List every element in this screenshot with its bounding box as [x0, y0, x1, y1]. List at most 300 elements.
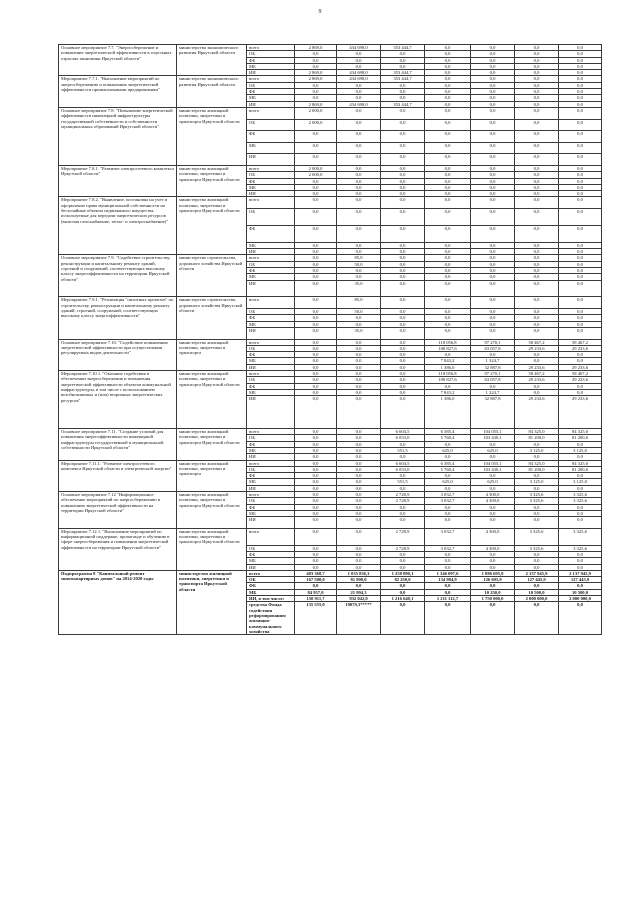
amount-cell: 0,0 [559, 517, 602, 529]
amount-cell: 0,0 [471, 191, 515, 197]
amount-cell: 0,0 [425, 154, 471, 166]
amount-cell: 0,0 [337, 504, 381, 510]
amount-cell: 7 843,2 [425, 358, 471, 364]
amount-cell: 21 994,3 [337, 589, 381, 595]
amount-cell: 551,5 [381, 447, 425, 453]
amount-cell: 0,0 [337, 498, 381, 504]
amount-cell: 0,0 [425, 454, 471, 460]
funding-source: МБ [247, 142, 295, 154]
amount-cell: 0,0 [471, 315, 515, 321]
amount-cell: 104 055,1 [471, 429, 515, 435]
amount-cell: 0,0 [471, 485, 515, 491]
amount-cell: 0,0 [337, 396, 381, 429]
amount-cell: 0,0 [337, 249, 381, 255]
amount-cell: 0,0 [559, 89, 602, 95]
measure-name: Мероприятие 7.8.1. "Развитие электросетевого комплекса Иркутской области" [59, 165, 177, 196]
amount-cell: 3 125,0 [515, 479, 559, 485]
amount-cell: 1 886 695,9 [471, 570, 515, 576]
amount-cell: 0,0 [471, 504, 515, 510]
amount-cell: 32 887,8 [471, 364, 515, 370]
amount-cell: 0,0 [381, 142, 425, 154]
amount-cell: 3 032,7 [425, 528, 471, 545]
measure-name: Мероприятие 7.12.1. "Выполнение мероприятий по информационной поддержке, пропаганде и обучению в сфере энергосбережения и повышения энергетической эффективности на территории Иркутской области" [59, 528, 177, 570]
amount-cell: 2 137 945,9 [515, 570, 559, 576]
amount-cell: 0,0 [559, 309, 602, 315]
amount-cell: 0,0 [295, 396, 337, 429]
amount-cell: 118 056,8 [425, 371, 471, 377]
funding-source: всего [247, 371, 295, 377]
executor: министерство жилищной политики, энергетики и транспорта Иркутской области [177, 491, 247, 528]
amount-cell: 0,0 [471, 225, 515, 242]
amount-cell: 0,0 [515, 383, 559, 389]
amount-cell: 0,0 [515, 57, 559, 63]
amount-cell: 0,0 [425, 197, 471, 209]
funding-source: ФБ [247, 315, 295, 321]
amount-cell: 0,0 [515, 321, 559, 327]
amount-cell: 0,0 [337, 528, 381, 545]
amount-cell: 0,0 [295, 498, 337, 504]
amount-cell: 0,0 [471, 119, 515, 131]
amount-cell: 0,0 [559, 558, 602, 564]
amount-cell: 0,0 [559, 473, 602, 479]
amount-cell: 104 055,1 [471, 460, 515, 466]
amount-cell: 3 325,6 [515, 498, 559, 504]
amount-cell: 0,0 [559, 267, 602, 273]
amount-cell: 0,0 [471, 551, 515, 557]
amount-cell: 0,0 [515, 225, 559, 242]
amount-cell: 1 035 836,3 [337, 570, 381, 576]
amount-cell: 58 467,2 [559, 371, 602, 377]
amount-cell: 1 324,7 [471, 358, 515, 364]
amount-cell: 0,0 [515, 142, 559, 154]
amount-cell: 0,0 [337, 197, 381, 209]
funding-source: всего [247, 570, 295, 576]
amount-cell: 0,0 [559, 327, 602, 339]
amount-cell: 0,0 [559, 564, 602, 570]
amount-cell: 0,0 [471, 602, 515, 635]
executor: министерство жилищной политики, энергетики и транспорта Иркутской области [177, 371, 247, 429]
amount-cell: 0,0 [471, 352, 515, 358]
amount-cell: 0,0 [425, 383, 471, 389]
amount-cell: 0,0 [425, 504, 471, 510]
amount-cell: 0,0 [295, 267, 337, 273]
measure-name: Основное мероприятие 7.10. "Содействие повышению энергетической эффективности при осуществлении регулируемых видов деятельности" [59, 339, 177, 370]
amount-cell: 0,0 [337, 242, 381, 248]
table-row [59, 197, 602, 209]
amount-cell: 2 728,9 [381, 498, 425, 504]
funding-source: всего [247, 255, 295, 261]
amount-cell: 0,0 [295, 510, 337, 516]
amount-cell: 0,0 [295, 89, 337, 95]
funding-source: ОБ [247, 577, 295, 583]
amount-cell: 0,0 [425, 45, 471, 51]
amount-cell: 0,0 [337, 358, 381, 364]
amount-cell: 0,0 [295, 255, 337, 261]
amount-cell: 932 042,0 [337, 596, 381, 602]
amount-cell: 84 325,0 [559, 429, 602, 435]
amount-cell: 85,0 [337, 255, 381, 261]
amount-cell: 0,0 [381, 558, 425, 564]
amount-cell: 0,0 [471, 454, 515, 460]
amount-cell: 0,0 [559, 154, 602, 166]
amount-cell: 0,0 [515, 242, 559, 248]
amount-cell: 127 445,9 [515, 577, 559, 583]
amount-cell: 0,0 [381, 321, 425, 327]
executor: министерство экономического развития Иркутской области [177, 45, 247, 76]
amount-cell: 0,0 [471, 583, 515, 589]
amount-cell: 0,0 [515, 107, 559, 119]
amount-cell: 0,0 [471, 101, 515, 107]
amount-cell: 0,0 [381, 95, 425, 101]
measure-name: Основное мероприятие 7.12 "Информационное обеспечение мероприятий по энергосбережению и повышению энергетической эффективности на территории Иркутской области" [59, 491, 177, 528]
amount-cell: 0,0 [381, 82, 425, 88]
amount-cell: 0,0 [471, 172, 515, 178]
amount-cell: 6 604,5 [381, 429, 425, 435]
amount-cell: 2 728,9 [381, 528, 425, 545]
funding-source: ИИ [247, 517, 295, 529]
amount-cell: 0,0 [559, 242, 602, 248]
funding-source: всего [247, 45, 295, 51]
amount-cell: 0,0 [295, 528, 337, 545]
amount-cell: 0,0 [337, 517, 381, 529]
amount-cell: 0,0 [471, 261, 515, 267]
amount-cell: 58 467,2 [515, 371, 559, 377]
executor: министерство жилищной политики, энергетики и транспорта [177, 339, 247, 370]
amount-cell: 150 911,7 [295, 596, 337, 602]
funding-source: ОБ [247, 209, 295, 226]
amount-cell: 0,0 [337, 89, 381, 95]
amount-cell: 0,0 [559, 191, 602, 197]
amount-cell: 0,0 [515, 197, 559, 209]
amount-cell: 0,0 [515, 255, 559, 261]
amount-cell: 6 385,4 [425, 429, 471, 435]
amount-cell: 0,0 [337, 466, 381, 472]
amount-cell: 0,0 [425, 101, 471, 107]
amount-cell: 0,0 [471, 249, 515, 255]
amount-cell: 0,0 [295, 377, 337, 383]
amount-cell: 0,0 [515, 89, 559, 95]
amount-cell: 0,0 [471, 82, 515, 88]
amount-cell: 0,0 [559, 63, 602, 69]
amount-cell: 0,0 [381, 383, 425, 389]
amount-cell: 0,0 [337, 485, 381, 491]
amount-cell: 32 887,8 [471, 396, 515, 429]
amount-cell: 0,0 [471, 197, 515, 209]
amount-cell: 0,0 [381, 339, 425, 345]
funding-source: ФБ [247, 383, 295, 389]
amount-cell: 0,0 [515, 51, 559, 57]
amount-cell: 0,0 [295, 197, 337, 209]
amount-cell: 0,0 [559, 249, 602, 255]
amount-cell: 0,0 [425, 95, 471, 101]
amount-cell: 0,0 [471, 297, 515, 309]
amount-cell: 0,0 [471, 383, 515, 389]
amount-cell: 0,0 [425, 57, 471, 63]
amount-cell: 4 300,0 [471, 545, 515, 551]
amount-cell: 0,0 [425, 242, 471, 248]
amount-cell: 50,0 [337, 309, 381, 315]
funding-source: всего [247, 76, 295, 82]
amount-cell: 0,0 [381, 267, 425, 273]
amount-cell: 0,0 [381, 485, 425, 491]
amount-cell: 0,0 [337, 371, 381, 377]
funding-source: ОБ [247, 119, 295, 131]
amount-cell: 0,0 [381, 441, 425, 447]
amount-cell: 0,0 [381, 261, 425, 267]
amount-cell: 0,0 [295, 242, 337, 248]
amount-cell: 0,0 [559, 76, 602, 82]
amount-cell: 3 032,7 [425, 498, 471, 504]
amount-cell: 0,0 [337, 57, 381, 63]
amount-cell: 0,0 [381, 191, 425, 197]
amount-cell: 0,0 [559, 172, 602, 178]
amount-cell: 0,0 [425, 184, 471, 190]
funding-source: ОБ [247, 82, 295, 88]
funding-source: ОБ [247, 435, 295, 441]
amount-cell: 0,0 [515, 267, 559, 273]
amount-cell: 0,0 [559, 101, 602, 107]
funding-source: МБ [247, 184, 295, 190]
amount-cell: 0,0 [337, 63, 381, 69]
amount-cell: 0,0 [337, 131, 381, 143]
amount-cell: 0,0 [337, 267, 381, 273]
funding-source: всего [247, 339, 295, 345]
amount-cell: 108 827,6 [425, 377, 471, 383]
amount-cell: 0,0 [515, 485, 559, 491]
amount-cell: 625,0 [425, 447, 471, 453]
amount-cell: 0,0 [337, 558, 381, 564]
amount-cell: 0,0 [337, 225, 381, 242]
funding-source: ОБ [247, 466, 295, 472]
funding-source: ФБ [247, 352, 295, 358]
amount-cell: 0,0 [381, 107, 425, 119]
funding-source: всего [247, 197, 295, 209]
executor: министерство жилищной политики, энергетики и транспорта Иркутской области [177, 165, 247, 196]
amount-cell: 0,0 [381, 51, 425, 57]
amount-cell: 29 233,6 [559, 377, 602, 383]
funding-source: МБ [247, 389, 295, 395]
amount-cell: 0,0 [515, 63, 559, 69]
amount-cell: 0,0 [337, 460, 381, 466]
amount-cell: 0,0 [381, 242, 425, 248]
funding-source: ИИ [247, 485, 295, 491]
amount-cell: 2 000 000,0 [515, 596, 559, 602]
amount-cell: 0,0 [337, 172, 381, 178]
funding-source: ОБ [247, 309, 295, 315]
funding-source: МБ [247, 510, 295, 516]
budget-table-body [59, 45, 602, 635]
amount-cell: 2 869,0 [295, 76, 337, 82]
amount-cell: 0,0 [295, 473, 337, 479]
amount-cell: 58 467,2 [515, 339, 559, 345]
funding-source: ФБ [247, 441, 295, 447]
amount-cell: 0,0 [471, 154, 515, 166]
amount-cell: 0,0 [471, 321, 515, 327]
amount-cell: 0,0 [559, 454, 602, 460]
amount-cell: 126 695,9 [471, 577, 515, 583]
amount-cell: 0,0 [337, 545, 381, 551]
amount-cell: 434 698,0 [337, 101, 381, 107]
amount-cell: 0,0 [559, 255, 602, 261]
amount-cell: 0,0 [295, 261, 337, 267]
amount-cell: 118 056,8 [425, 339, 471, 345]
amount-cell: 81 200,0 [515, 435, 559, 441]
amount-cell: 353 444,7 [381, 76, 425, 82]
amount-cell: 0,0 [425, 89, 471, 95]
amount-cell: 0,0 [425, 225, 471, 242]
amount-cell: 0,0 [337, 383, 381, 389]
amount-cell: 0,0 [337, 191, 381, 197]
amount-cell: 1 386,0 [425, 396, 471, 429]
amount-cell: 0,0 [337, 142, 381, 154]
amount-cell: 0,0 [295, 184, 337, 190]
amount-cell: 0,0 [337, 51, 381, 57]
amount-cell: 1 216 640,1 [381, 596, 425, 602]
amount-cell: 3 325,6 [515, 491, 559, 497]
amount-cell: 0,0 [337, 178, 381, 184]
amount-cell: 29 233,6 [515, 377, 559, 383]
amount-cell: 2 137 945,9 [559, 570, 602, 576]
funding-source: ФБ [247, 583, 295, 589]
amount-cell: 0,0 [381, 165, 425, 171]
amount-cell: 0,0 [471, 280, 515, 297]
amount-cell: 0,0 [471, 76, 515, 82]
amount-cell: 0,0 [337, 389, 381, 395]
amount-cell: 29 233,6 [515, 396, 559, 429]
amount-cell: 0,0 [295, 460, 337, 466]
amount-cell: 0,0 [471, 63, 515, 69]
amount-cell: 0,0 [559, 70, 602, 76]
funding-source: ИИ [247, 249, 295, 255]
amount-cell: 81 200,0 [559, 435, 602, 441]
amount-cell: 0,0 [381, 551, 425, 557]
amount-cell: 0,0 [295, 517, 337, 529]
amount-cell: 0,0 [515, 191, 559, 197]
amount-cell: 0,0 [559, 45, 602, 51]
measure-name: Основное мероприятие 7.7. "Энергосбережение и повышение энергетической эффективности в отдельных отраслях экономики Иркутской области" [59, 45, 177, 76]
funding-source: всего [247, 107, 295, 119]
amount-cell: 97 270,1 [471, 371, 515, 377]
amount-cell: 2 728,9 [381, 545, 425, 551]
amount-cell: 353 444,7 [381, 45, 425, 51]
amount-cell: 0,0 [515, 517, 559, 529]
amount-cell: 0,0 [471, 327, 515, 339]
funding-source: ИИ [247, 364, 295, 370]
amount-cell: 0,0 [471, 95, 515, 101]
amount-cell: 0,0 [295, 82, 337, 88]
amount-cell: 0,0 [381, 589, 425, 595]
amount-cell: 0,0 [381, 315, 425, 321]
amount-cell: 0,0 [425, 297, 471, 309]
amount-cell: 0,0 [337, 95, 381, 101]
amount-cell: 2 000,0 [295, 119, 337, 131]
amount-cell: 434 698,0 [337, 70, 381, 76]
funding-source: ОБ [247, 51, 295, 57]
amount-cell: 0,0 [425, 267, 471, 273]
amount-cell: 0,0 [295, 358, 337, 364]
funding-source: ИИ [247, 327, 295, 339]
amount-cell: 0,0 [381, 249, 425, 255]
executor: министерство жилищной политики, энергетики и транспорта [177, 460, 247, 491]
amount-cell: 0,0 [515, 45, 559, 51]
amount-cell: 0,0 [381, 564, 425, 570]
amount-cell: 0,0 [425, 131, 471, 143]
funding-source: ФБ [247, 131, 295, 143]
amount-cell: 0,0 [425, 261, 471, 267]
amount-cell: 0,0 [337, 454, 381, 460]
amount-cell: 0,0 [425, 558, 471, 564]
funding-source: ФБ [247, 473, 295, 479]
amount-cell: 0,0 [337, 154, 381, 166]
amount-cell: 0,0 [381, 209, 425, 226]
amount-cell: 0,0 [425, 327, 471, 339]
amount-cell: 0,0 [381, 602, 425, 635]
amount-cell: 0,0 [559, 485, 602, 491]
amount-cell: 0,0 [425, 142, 471, 154]
amount-cell: 0,0 [295, 504, 337, 510]
amount-cell: 0,0 [425, 255, 471, 261]
amount-cell: 0,0 [425, 551, 471, 557]
funding-source: ФБ [247, 504, 295, 510]
amount-cell: 1 750 000,0 [471, 596, 515, 602]
amount-cell: 0,0 [337, 119, 381, 131]
amount-cell: 2 000,0 [295, 165, 337, 171]
amount-cell: 0,0 [381, 358, 425, 364]
amount-cell: 0,0 [295, 352, 337, 358]
amount-cell: 2 000,0 [295, 172, 337, 178]
amount-cell: 0,0 [381, 131, 425, 143]
amount-cell: 29 233,6 [515, 364, 559, 370]
amount-cell: 0,0 [295, 345, 337, 351]
amount-cell: 0,0 [381, 184, 425, 190]
amount-cell: 0,0 [337, 377, 381, 383]
executor: министерство строительства, дорожного хозяйства Иркутской области [177, 297, 247, 339]
amount-cell: 0,0 [381, 89, 425, 95]
amount-cell: 0,0 [295, 429, 337, 435]
amount-cell: 0,0 [295, 551, 337, 557]
amount-cell: 0,0 [425, 209, 471, 226]
amount-cell: 0,0 [471, 70, 515, 76]
amount-cell: 434 698,0 [337, 76, 381, 82]
amount-cell: 0,0 [425, 315, 471, 321]
amount-cell: 0,0 [381, 309, 425, 315]
amount-cell: 0,0 [559, 551, 602, 557]
executor: министерство жилищной политики, энергетики и транспорта Иркутской области [177, 570, 247, 634]
amount-cell: 0,0 [381, 454, 425, 460]
amount-cell: 0,0 [295, 466, 337, 472]
amount-cell: 0,0 [471, 510, 515, 516]
amount-cell: 0,0 [559, 107, 602, 119]
amount-cell: 0,0 [515, 473, 559, 479]
amount-cell: 0,0 [381, 172, 425, 178]
table-row [59, 528, 602, 545]
amount-cell: 103 430,1 [471, 466, 515, 472]
amount-cell: 0,0 [559, 209, 602, 226]
amount-cell: 0,0 [337, 339, 381, 345]
amount-cell: 0,0 [337, 479, 381, 485]
amount-cell: 0,0 [471, 209, 515, 226]
amount-cell: 0,0 [295, 364, 337, 370]
amount-cell: 6 053,0 [381, 466, 425, 472]
amount-cell: 0,0 [295, 315, 337, 321]
amount-cell: 0,0 [471, 242, 515, 248]
amount-cell: 0,0 [471, 57, 515, 63]
amount-cell: 0,0 [425, 473, 471, 479]
amount-cell: 3 325,6 [559, 498, 602, 504]
funding-source: ИИ [247, 280, 295, 297]
funding-source: ФБ [247, 225, 295, 242]
executor: министерство жилищной политики, энергетики и транспорта Иркутской области [177, 197, 247, 255]
